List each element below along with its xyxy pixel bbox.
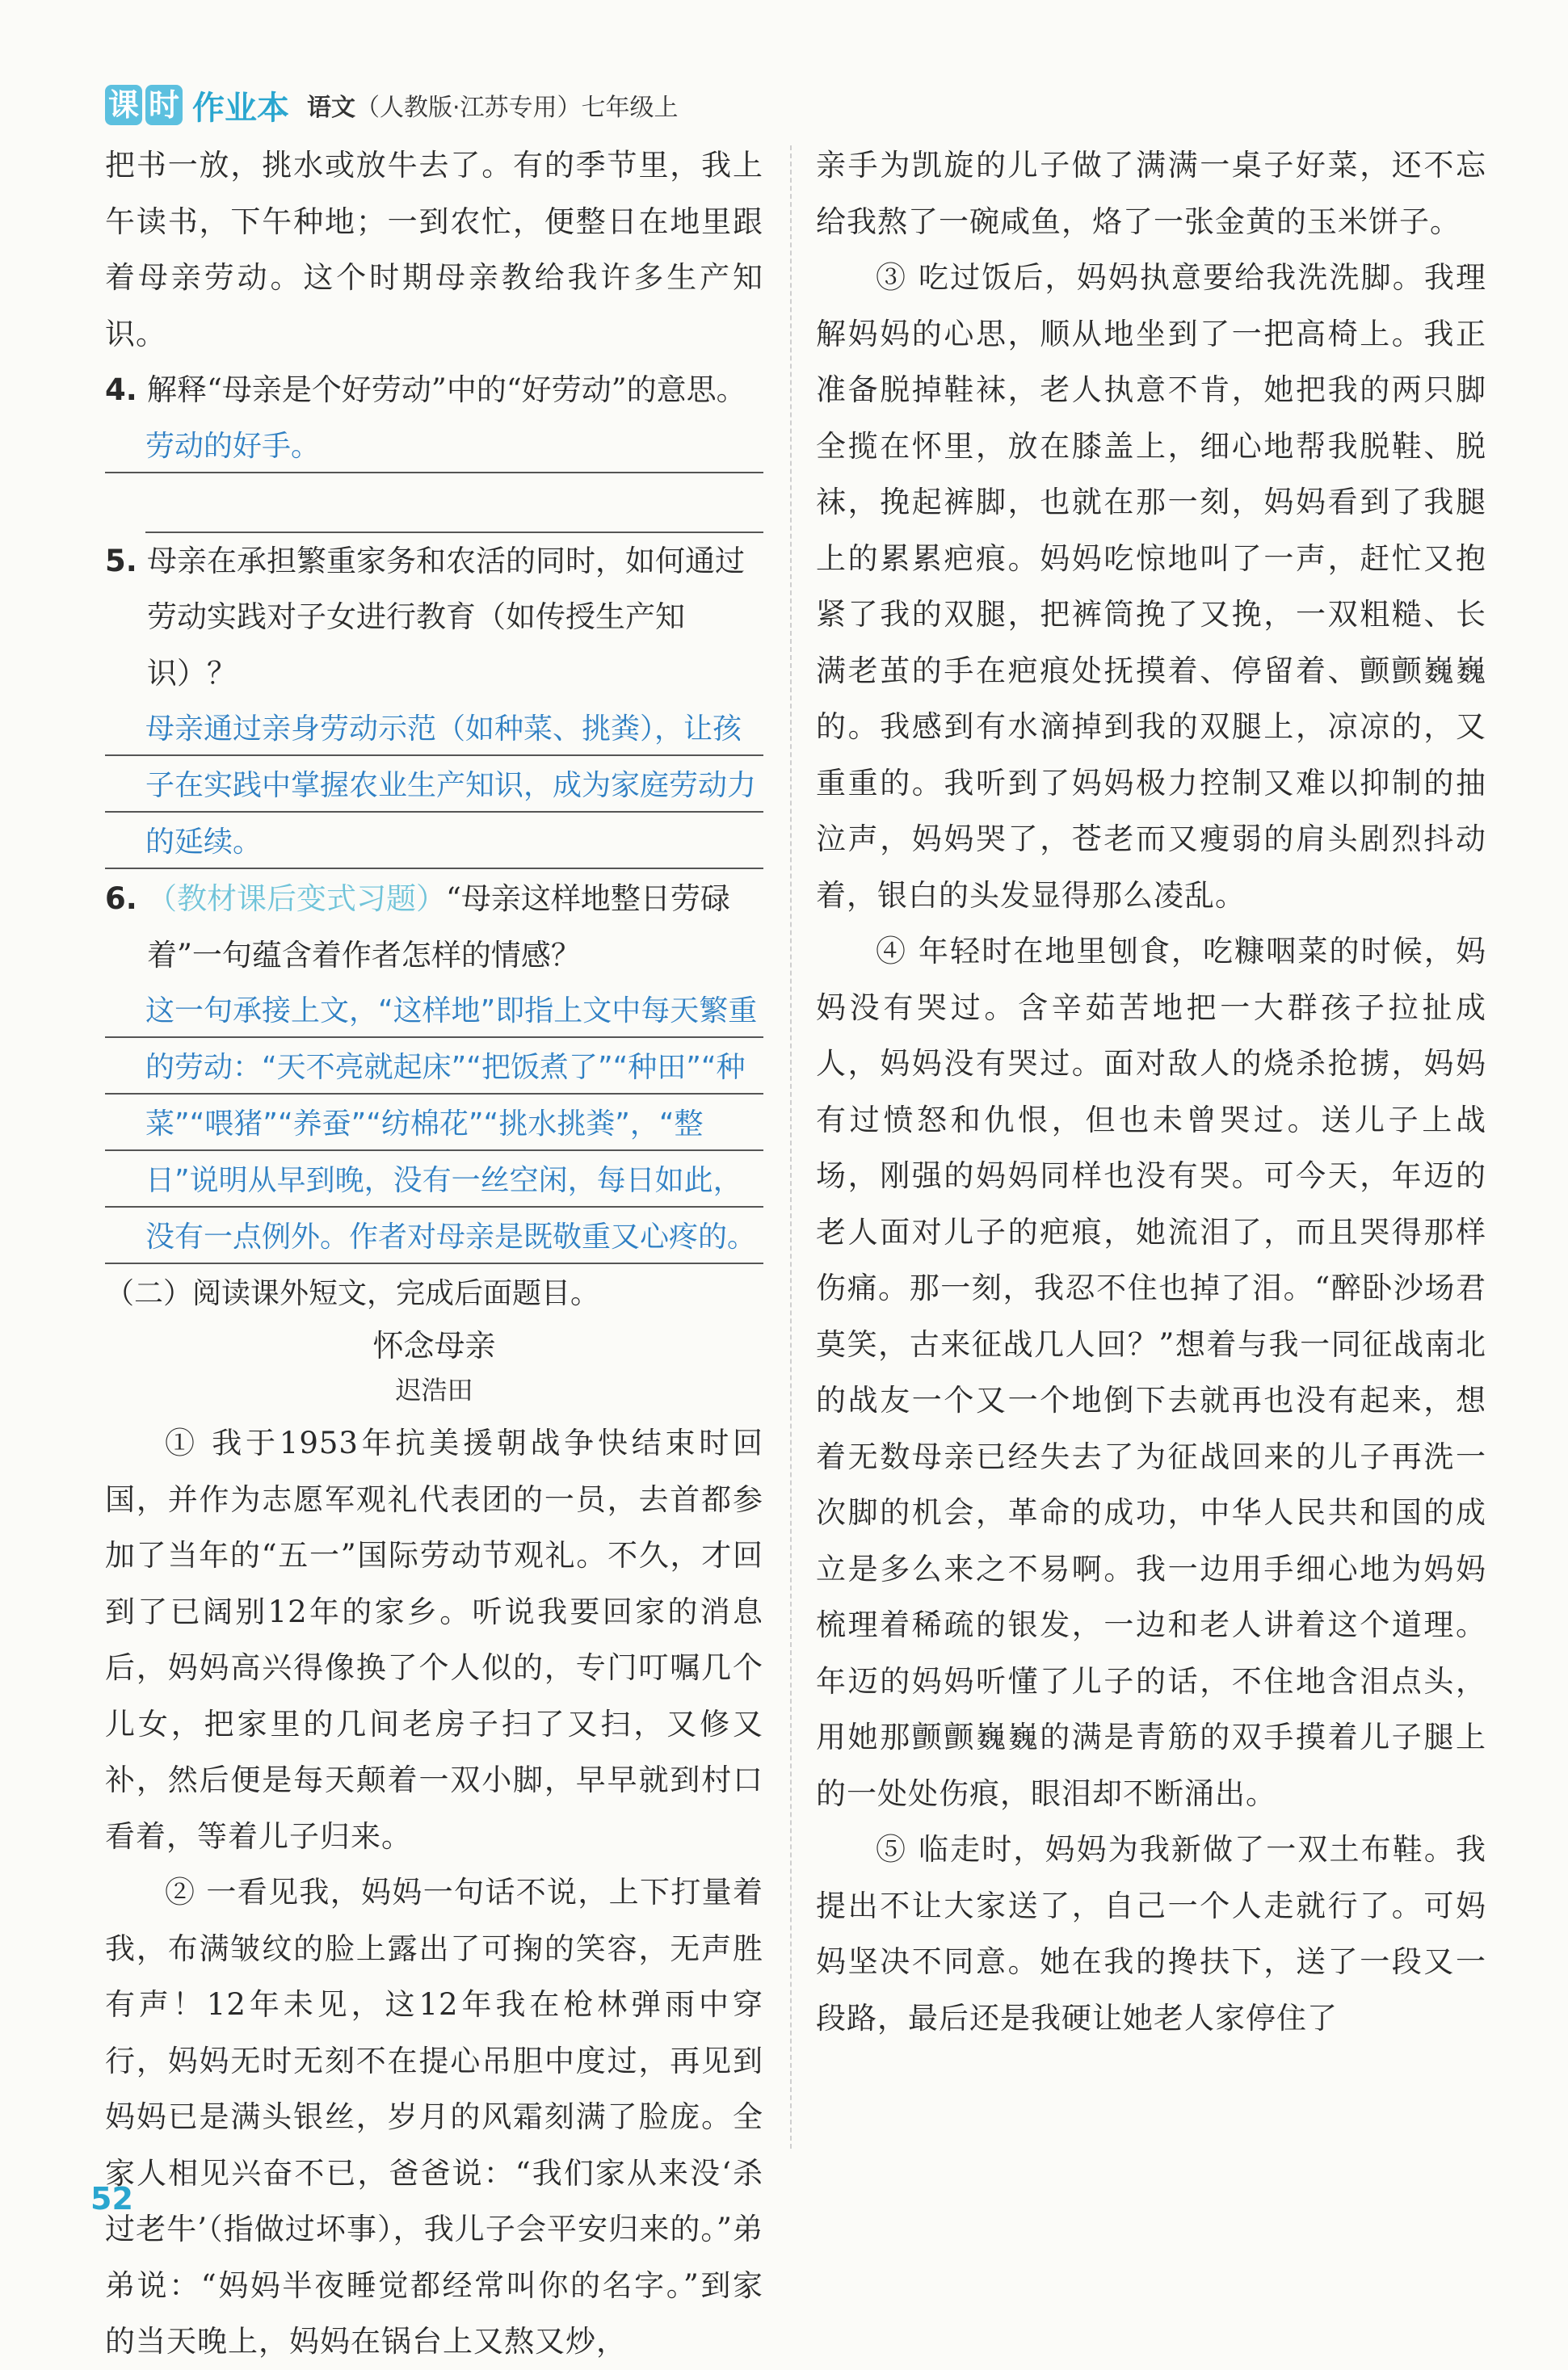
question-6 — [105, 871, 763, 1266]
intro-paragraph: 把书一放，挑水或放牛去了。有的季节里，我上午读书，下午种地；一到农忙，便整日在地里跟着母亲劳动。这个时期母亲教给我许多生产知识。 — [105, 148, 763, 351]
logo-char-1: 课 — [105, 85, 142, 125]
question-5-answer[interactable]: 母亲通过亲身劳动示范（如种菜、挑粪），让孩子在实践中掌握农业生产知识，成为家庭劳动力的延续。 — [105, 701, 763, 871]
page-number: 52 — [90, 2181, 133, 2217]
subject-rest: （人教版·江苏专用）七年级上 — [355, 94, 679, 122]
paragraph-5: ⑤ 临走时，妈妈为我新做了一双土布鞋。我提出不让大家送了，自己一个人走就行了。可妈妈坚决不同意。她在我的搀扶下，送了一段又一段路，最后还是我硬让她老人家停住了 — [816, 1832, 1486, 2036]
question-4-number: 4. — [105, 372, 137, 407]
section-heading: （二）阅读课外短文，完成后面题目。 — [105, 1277, 600, 1310]
question-4-prompt: 解释“母亲是个好劳动”中的“好劳动”的意思。 — [147, 372, 746, 407]
brand-name: 作业本 — [192, 89, 289, 127]
answer-blank-line[interactable] — [145, 475, 763, 533]
right-column — [816, 137, 1486, 2046]
article-title: 怀念母亲 — [372, 1328, 496, 1364]
subject-label — [307, 87, 679, 123]
question-4-answer[interactable]: 劳动的好手。 — [105, 418, 763, 475]
question-5 — [105, 533, 763, 872]
page-header — [105, 81, 679, 129]
question-5-text — [105, 533, 763, 702]
question-4 — [105, 362, 763, 533]
column-divider — [790, 145, 792, 2149]
paragraph-4: ④ 年轻时在地里刨食，吃糠咽菜的时候，妈妈没有哭过。含辛茹苦地把一大群孩子拉扯成人，妈妈没有哭过。面对敌人的烧杀抢掳，妈妈有过愤怒和仇恨，但也未曾哭过。送儿子上战场，刚强的妈妈同样也没有哭。可今天，年迈的老人面对儿子的疤痕，她流泪了，而且哭得那样伤痛。那一刻，我忍不住也掉了泪。“醉卧沙场君莫笑，古来征战几人回？”想着与我一同征战南北的战友一个又一个地倒下去就再也没有起来，想着无数母亲已经失去了为征战回来的儿子再洗一次脚的机会，革命的成功，中华人民共和国的成立是多么来之不易啊。我一边用手细心地为妈妈梳理着稀疏的银发，一边和老人讲着这个道理。年迈的妈妈听懂了儿子的话，不住地含泪点头，用她那颤颤巍巍的满是青筋的双手摸着儿子腿上的一处处伤痕，眼泪却不断涌出。 — [816, 934, 1486, 1811]
paragraph-3: ③ 吃过饭后，妈妈执意要给我洗洗脚。我理解妈妈的心思，顺从地坐到了一把高椅上。我正准备脱掉鞋袜，老人执意不肯，她把我的两只脚全揽在怀里，放在膝盖上，细心地帮我脱鞋、脱袜，挽起裤脚，也就在那一刻，妈妈看到了我腿上的累累疤痕。妈妈吃惊地叫了一声，赶忙又抱紧了我的双腿，把裤筒挽了又挽，一双粗糙、长满老茧的手在疤痕处抚摸着、停留着、颤颤巍巍的。我感到有水滴掉到我的双腿上，凉凉的，又重重的。我听到了妈妈极力控制又难以抑制的抽泣声，妈妈哭了，苍老而又瘦弱的肩头剧烈抖动着，银白的头发显得那么凌乱。 — [816, 260, 1486, 913]
paragraph-1: ① 我于1953年抗美援朝战争快结束时回国，并作为志愿军观礼代表团的一员，去首都参加了当年的“五一”国际劳动节观礼。不久，才回到了已阔别12年的家乡。听说我要回家的消息后，妈妈高兴得像换了个人似的，专门叮嘱几个儿女，把家里的几间老房子扫了又扫，又修又补，然后便是每天颠着一双小脚，早早就到村口看着，等着儿子归来。 — [105, 1426, 763, 1854]
subject-bold: 语文 — [307, 94, 355, 122]
logo — [105, 85, 186, 125]
logo-char-2: 时 — [145, 85, 183, 125]
question-6-prompt: “母亲这样地整日劳碌着”一句蕴含着作者怎样的情感？ — [147, 881, 730, 973]
question-6-text — [105, 871, 763, 983]
question-6-number: 6. — [105, 881, 137, 916]
article-author: 迟浩田 — [395, 1375, 473, 1406]
question-6-tag: （教材课后变式习题） — [147, 881, 446, 916]
left-column — [105, 137, 763, 2370]
question-5-number: 5. — [105, 543, 137, 578]
paragraph-2: ② 一看见我，妈妈一句话不说，上下打量着我，布满皱纹的脸上露出了可掬的笑容，无声胜有声！12年未见，这12年我在枪林弹雨中穿行，妈妈无时无刻不在提心吊胆中度过，再见到妈妈已是满头银丝，岁月的风霜刻满了脸庞。全家人相见兴奋不已，爸爸说：“我们家从来没‘杀过老牛’（指做过坏事），我儿子会平安归来的。”弟弟说：“妈妈半夜睡觉都经常叫你的名字。”到家的当天晚上，妈妈在锅台上又熬又炒， — [105, 1875, 763, 2359]
question-4-text — [105, 362, 763, 418]
question-6-answer[interactable]: 这一句承接上文，“这样地”即指上文中每天繁重的劳动：“天不亮就起床”“把饭煮了”“种田”“种菜”“喂猪”“养蚕”“纺棉花”“挑水挑粪”，“整日”说明从早到晚，没有一丝空闲，每日如此，没有一点例外。作者对母亲是既敬重又心疼的。 — [105, 983, 763, 1266]
question-5-prompt: 母亲在承担繁重家务和农活的同时，如何通过劳动实践对子女进行教育（如传授生产知识）？ — [147, 543, 745, 691]
paragraph-2-continued: 亲手为凯旋的儿子做了满满一桌子好菜，还不忘给我熬了一碗咸鱼，烙了一张金黄的玉米饼子。 — [816, 148, 1486, 239]
